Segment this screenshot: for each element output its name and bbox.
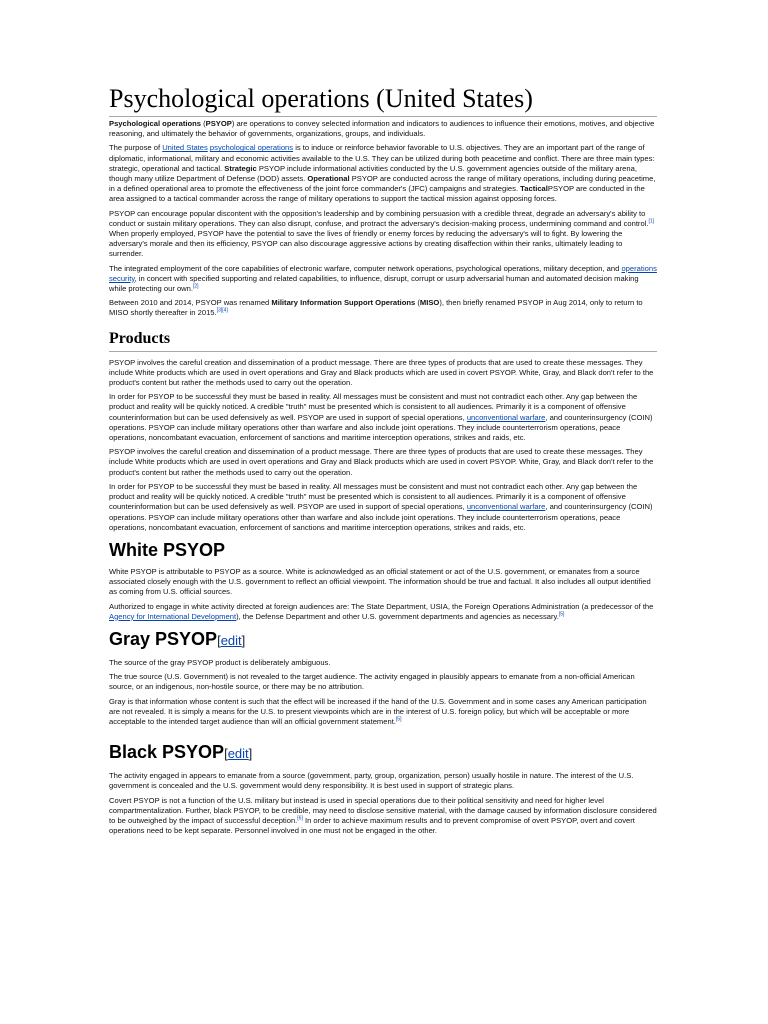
link-psychological-operations[interactable]: psychological operations <box>209 143 294 153</box>
text: ( <box>201 119 206 128</box>
products-paragraph-2 <box>109 392 657 443</box>
edit-bracket: [ <box>217 632 221 648</box>
edit-bracket: ] <box>241 632 246 648</box>
reference-link[interactable]: [2] <box>193 283 199 290</box>
products-paragraph-3: PSYOP involves the careful creation and dissemination of a product message. There are three types of products that are used to create these messages. They include White products which are used in overt operations and Gray and Black products which are used in covert PSYOP. White, Gray, and Black don't refer to the product's content but rather the methods used to carry out the operation. <box>109 447 654 477</box>
text: The purpose of <box>109 143 163 153</box>
intro-paragraph-4 <box>109 264 657 295</box>
link-operations-security[interactable]: operations security <box>109 263 657 283</box>
edit-link[interactable]: edit <box>227 746 249 762</box>
text: ( <box>415 298 420 308</box>
intro-paragraph-3 <box>109 209 657 260</box>
bold-term: Strategic <box>224 163 257 173</box>
products-paragraph-1: PSYOP involves the careful creation and dissemination of a product message. There are three types of products that are used to create these messages. They include White products which are used in overt operations and Gray and Black products which are used in covert PSYOP. White, Gray, and Black don't refer to the product's content but rather the methods used to carry out the operation. <box>109 357 654 388</box>
gray-paragraph-2: The true source (U.S. Government) is not revealed to the target audience. The activity engaged in plausibly appears to emanate from a non-official American source, or an indigenous, non-hostile source, or there may be no attribution. <box>109 672 635 692</box>
reference-link[interactable]: [1] <box>648 218 655 225</box>
text: is to induce or reinforce behavior favorable to U.S. objectives. They are an important part of the range of diplomatic, informational, military and economic activities available to the U.S. They can be utilized during both peacetime and conflict. There are three main types: strategic, operational and tactical. <box>109 143 655 173</box>
bold-term: PSYOP <box>205 119 232 128</box>
link-unconventional-warfare[interactable]: unconventional warfare <box>466 502 546 512</box>
bold-term: Psychological operations <box>109 119 201 128</box>
reference-link[interactable]: [5] <box>395 716 402 723</box>
text: , and counterinsurgency (COIN) operations. PSYOP can include military operations other than warfare and also include joint operations. They include counterterrorism operations, peace operations, noncombatant evacuation, enforcement of sanctions and maritime interception operations, strikes and raids, etc. <box>109 412 653 443</box>
white-paragraph-1: White PSYOP is attributable to PSYOP as a source. White is acknowledged as an official statement or act of the U.S. government, or emanates from a source associated closely enough with the U.S. government to reflect an official viewpoint. The information should be true and factual. It also includes all output identified as coming from U.S. official sources. <box>109 566 651 597</box>
edit-section <box>224 746 252 761</box>
text: , in concert with specified supporting and related capabilities, to influence, disrupt, corrupt or usurp adversarial human and automated decision making while protecting our own. <box>109 273 639 294</box>
reference-link[interactable]: [6] <box>297 815 303 822</box>
bold-term: Tactical <box>520 184 548 194</box>
text: PSYOP can encourage popular discontent with the opposition's leadership and by combining persuasion with a credible threat, degrade an adversary's ability to conduct or sustain military operations. They can also disrupt, confuse, and protract the adversary's decision-making process, undermining command and control. <box>109 208 649 228</box>
text: The integrated employment of the core capabilities of electronic warfare, computer network operations, psychological operations, military deception, and <box>109 263 622 273</box>
section-heading-gray-psyop <box>109 628 657 652</box>
gray-paragraph-3 <box>109 697 657 728</box>
heading-text: Gray PSYOP <box>109 628 218 649</box>
edit-bracket: ] <box>248 746 253 762</box>
bold-term: Military Information Support Operations <box>271 298 416 308</box>
text: In order for PSYOP to be successful they must be based in reality. All messages must be consistent and must not contradict each other. Any gap between the product and reality will be quickly noticed. A credible "truth" must be presented which is consistent to all audiences. Primarily it is a component of offensive counterinformation but can be used defensively as well. PSYOP are used in support of special operations, <box>109 392 638 422</box>
intro-paragraph-5 <box>109 298 657 318</box>
products-paragraph-4 <box>109 482 657 533</box>
edit-bracket: [ <box>224 746 228 762</box>
black-paragraph-1: The activity engaged in appears to emanate from a source (government, party, group, organization, person) usually hostile in nature. The interest of the U.S. government is concealed and the U.S. government would deny responsibility. It is best used in support of strategic plans. <box>109 771 634 791</box>
edit-link[interactable]: edit <box>220 632 242 648</box>
text: ), the Defense Department and other U.S. government departments and agencies as necessary. <box>236 611 559 621</box>
link-unconventional-warfare[interactable]: unconventional warfare <box>466 412 546 422</box>
link-agency-for-international-development[interactable]: Agency for International Development <box>109 611 237 621</box>
text: In order to achieve maximum results and to prevent compromise of overt PSYOP, overt and covert operations need to be kept separate. Personnel involved in one must not be engaged in the other. <box>109 815 635 836</box>
text: In order for PSYOP to be successful they must be based in reality. All messages must be consistent and must not contradict each other. Any gap between the product and reality will be quickly noticed. A credible "truth" must be presented which is consistent to all audiences. Primarily it is a component of offensive counterinformation but can be used defensively as well. PSYOP are used in support of special operations, <box>109 481 638 512</box>
intro-paragraph-2 <box>109 143 657 204</box>
text: Between 2010 and 2014, PSYOP was renamed <box>109 298 272 308</box>
text: ), then briefly renamed PSYOP in Aug 2014, only to return to MISO shortly thereafter in 2015. <box>109 298 643 318</box>
gray-paragraph-1: The source of the gray PSYOP product is deliberately ambiguous. <box>109 657 331 667</box>
white-paragraph-2 <box>109 602 657 622</box>
text: When properly employed, PSYOP have the potential to save the lives of friendly or enemy forces by reducing the adversary's will to fight. By lowering the adversary's morale and then its efficiency, PSYOP can also discourage aggressive actions by creating disaffection within their ranks, ultimately leading to surrender. <box>109 229 623 259</box>
text: Covert PSYOP is not a function of the U.S. military but instead is used in special operations due to their political sensitivity and need for higher level compartmentalization. Further, black PSYOP, to be credible, may need to disclose sensitive material, with the damage caused by information disclosure considered to be outweighed by the impact of successful deception. <box>109 795 657 825</box>
section-heading-white-psyop: White PSYOP <box>109 539 226 560</box>
intro-paragraph-1 <box>109 119 657 139</box>
page-title: Psychological operations (United States) <box>109 84 657 117</box>
reference-link[interactable]: [5] <box>558 611 565 618</box>
article <box>109 84 657 840</box>
text: PSYOP are conducted across the range of military operations, including during peacetime, in a defined operational area to promote the effectiveness of the joint force commander's (JFC) campaigns and strategies. <box>109 174 656 194</box>
black-paragraph-2 <box>109 796 657 837</box>
link-united-states[interactable]: United States <box>162 143 208 153</box>
edit-section <box>217 633 245 648</box>
heading-text: Black PSYOP <box>109 742 225 763</box>
text: PSYOP are conducted in the area assigned to a tactical commander across the range of military operations to support the tactical mission against opposing forces. <box>109 184 645 204</box>
section-heading-black-psyop <box>109 741 657 765</box>
text: Authorized to engage in white activity directed at foreign audiences are: The State Department, USIA, the Foreign Operations Administration (a predecessor of the <box>109 601 654 611</box>
section-heading-products: Products <box>109 329 657 352</box>
bold-term: MISO <box>419 298 440 308</box>
text: Gray is that information whose content is such that the effect will be increased if the hand of the U.S. Government and in some cases any American participation are not revealed. It is simply a means for the U.S. to present viewpoints which are in the interest of U.S. foreign policy, but which will be acceptable or more acceptable to the intended target audience than will an official government statement. <box>109 696 647 726</box>
reference-link[interactable]: [3][4] <box>216 307 228 314</box>
text: , and counterinsurgency (COIN) operations. PSYOP can include military operations other than warfare and also include joint operations. They include counterterrorism operations, peace operations, noncombatant evacuation, enforcement of sanctions and maritime interception operations, strikes and raids, etc. <box>109 502 653 532</box>
bold-term: Operational <box>307 174 350 184</box>
text: ) are operations to convey selected information and indicators to audiences to influence their emotions, motives, and objective reasoning, and ultimately the behavior of governments, organizations, groups, and individuals. <box>109 119 655 139</box>
text: PSYOP include informational activities conducted by the U.S. government agencies outside of the military arena, though many utilize Department of Defense (DOD) assets. <box>109 163 637 184</box>
